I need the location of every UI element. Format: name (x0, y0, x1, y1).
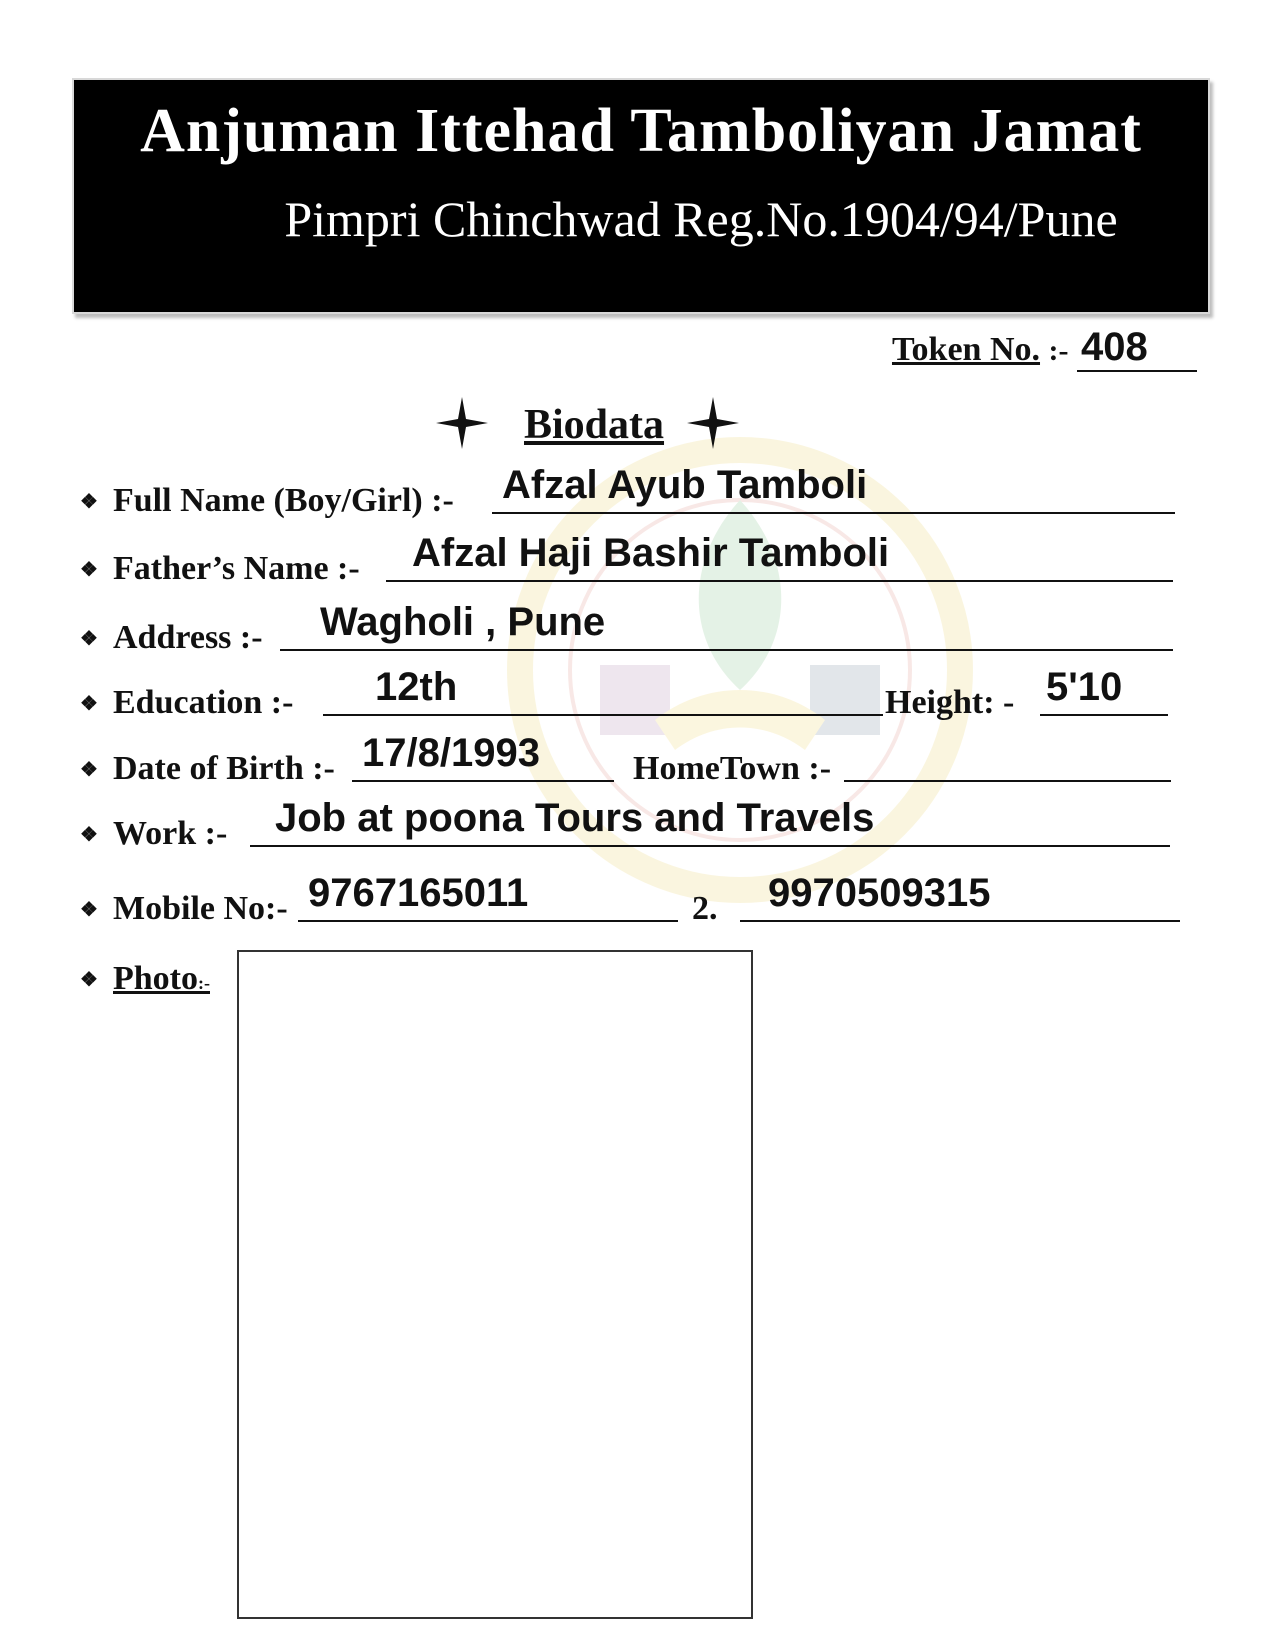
photo-box[interactable] (237, 950, 753, 1619)
photo-label-wrapper (113, 960, 210, 998)
address-label: Address :- (113, 619, 263, 656)
father-name-value: Afzal Haji Bashir Tamboli (412, 531, 890, 575)
father-name-line (386, 580, 1173, 582)
field-full-name (80, 460, 1175, 520)
father-name-label: Father’s Name :- (113, 550, 360, 587)
token-separator: :- (1048, 334, 1069, 367)
mobile-second-label: 2. (692, 890, 718, 927)
diamond-bullet-icon: ❖ (80, 559, 98, 581)
full-name-label: Full Name (Boy/Girl) :- (113, 482, 454, 519)
work-line (250, 845, 1170, 847)
education-value: 12th (375, 665, 458, 709)
four-point-star-icon (685, 395, 741, 451)
organization-name: Anjuman Ittehad Tamboliyan Jamat (140, 97, 1142, 165)
dob-value: 17/8/1993 (362, 731, 540, 775)
hometown-line (844, 780, 1171, 782)
mobile-value: 9767165011 (308, 871, 529, 915)
dob-line (352, 780, 614, 782)
mobile-label: Mobile No:- (113, 890, 288, 927)
photo-label-suffix: :- (198, 973, 210, 993)
field-mobile (80, 868, 1180, 928)
field-education (80, 662, 1175, 722)
address-line (280, 649, 1173, 651)
education-line (323, 714, 883, 716)
page-title: Biodata (524, 402, 665, 448)
token-number (892, 325, 1197, 372)
diamond-bullet-icon: ❖ (80, 693, 98, 715)
dob-label: Date of Birth :- (113, 750, 335, 787)
field-date-of-birth (80, 728, 1175, 788)
field-work (80, 793, 1175, 853)
hometown-label: HomeTown :- (633, 750, 832, 787)
work-label: Work :- (113, 815, 228, 852)
education-label: Education :- (113, 684, 294, 721)
diamond-bullet-icon: ❖ (80, 969, 98, 991)
mobile-second-line (740, 920, 1180, 922)
full-name-value: Afzal Ayub Tamboli (502, 463, 868, 507)
photo-label: Photo (113, 960, 198, 997)
organization-registration: Pimpri Chinchwad Reg.No.1904/94/Pune (284, 191, 1118, 247)
field-address (80, 597, 1175, 657)
header-banner (72, 78, 1210, 314)
full-name-line (492, 512, 1175, 514)
address-value: Wagholi , Pune (320, 600, 606, 644)
token-label: Token No. (891, 331, 1041, 368)
diamond-bullet-icon: ❖ (80, 759, 98, 781)
work-value: Job at poona Tours and Travels (275, 796, 875, 840)
diamond-bullet-icon: ❖ (80, 824, 98, 846)
height-line (1040, 714, 1168, 716)
diamond-bullet-icon: ❖ (80, 899, 98, 921)
mobile-line (298, 920, 678, 922)
token-value: 408 (1077, 325, 1197, 372)
field-father-name (80, 528, 1175, 588)
diamond-bullet-icon: ❖ (80, 491, 98, 513)
diamond-bullet-icon: ❖ (80, 628, 98, 650)
height-value: 5'10 (1046, 665, 1123, 709)
height-label: Height: - (885, 684, 1015, 721)
mobile-second-value: 9970509315 (768, 871, 991, 915)
four-point-star-icon (434, 395, 490, 451)
